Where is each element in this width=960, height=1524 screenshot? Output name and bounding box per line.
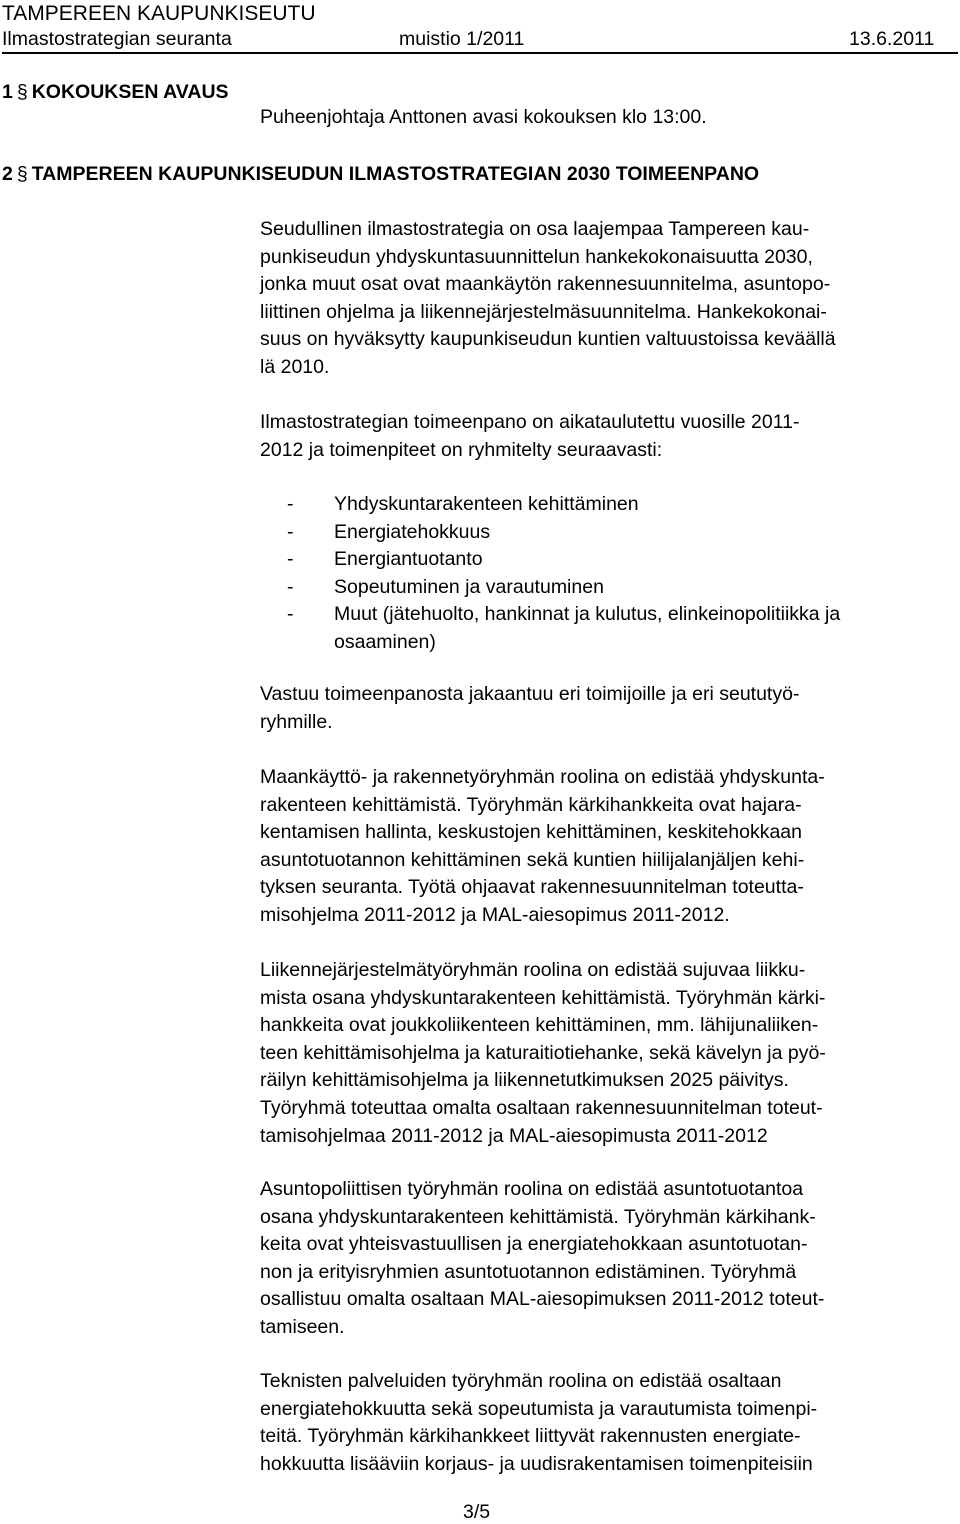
text-line: suus on hyväksytty kaupunkiseudun kuntien valtuustoissa keväällä — [260, 328, 836, 351]
text-line: hokkuutta lisääviin korjaus- ja uudisrakentamisen toimenpiteisiin — [260, 1452, 813, 1475]
text-line: 2012 ja toimenpiteet on ryhmitelty seuraavasti: — [260, 438, 663, 461]
paragraph-implementation-schedule — [260, 409, 960, 464]
list-item-text: Energiatehokkuus — [334, 520, 491, 543]
text-line: osana yhdyskuntarakenteen kehittämistä. Työryhmän kärkihank- — [260, 1205, 816, 1228]
header-divider — [2, 52, 958, 54]
measures-list — [287, 491, 841, 657]
section-number: 2 — [2, 163, 13, 185]
paragraph-responsibility — [260, 681, 960, 736]
document-date: 13.6.2011 — [849, 28, 935, 50]
section-1-heading — [2, 80, 229, 104]
text-line: Työryhmä toteuttaa omalta osaltaan rakennesuunnitelman toteut- — [260, 1096, 823, 1119]
text-line: lä 2010. — [260, 355, 330, 378]
page-number: 3/5 — [463, 1501, 491, 1523]
list-item-text: Yhdyskuntarakenteen kehittäminen — [334, 493, 639, 515]
list-item-text: Sopeutuminen ja varautuminen — [334, 575, 604, 598]
text-line: asuntotuotannon kehittäminen sekä kuntien hiilijalanjäljen kehi- — [260, 848, 805, 871]
text-line: Asuntopoliittisen työryhmän roolina on edistää asuntotuotantoa — [260, 1178, 804, 1200]
text-line: Seudullinen ilmastostrategia on osa laajempaa Tampereen kau- — [260, 218, 810, 240]
paragraph-technical-services-group — [260, 1368, 960, 1478]
text-line: Liikennejärjestelmätyöryhmän roolina on edistää sujuvaa liikku- — [260, 959, 806, 981]
section-number: 1 — [2, 81, 13, 103]
list-item-text: Energiantuotanto — [334, 548, 483, 571]
section-title: TAMPEREEN KAUPUNKISEUDUN ILMASTOSTRATEGIAN 2030 TOIMEENPANO — [31, 163, 760, 185]
text-line: tamiseen. — [260, 1315, 345, 1338]
list-item — [287, 574, 793, 602]
list-item — [287, 519, 793, 547]
text-line: non ja erityisryhmien asuntotuotannon edistäminen. Työryhmä — [260, 1260, 797, 1283]
list-item-text: osaaminen) — [334, 630, 436, 653]
text-line: osallistuu omalta osaltaan MAL-aiesopimuksen 2011-2012 toteut- — [260, 1288, 825, 1311]
text-line: ryhmille. — [260, 710, 333, 733]
section-2-heading — [2, 162, 759, 186]
document-title: Ilmastostrategian seuranta — [2, 28, 232, 50]
text-line: tyksen seuranta. Työtä ohjaavat rakennesuunnitelman toteutta- — [260, 876, 804, 899]
list-item — [287, 491, 793, 519]
text-line: hankkeita ovat joukkoliikenteen kehittäminen, mm. lähijunaliiken- — [260, 1014, 819, 1037]
text-line: Ilmastostrategian toimeenpano on aikataulutettu vuosille 2011- — [260, 411, 800, 433]
paragraph-transport-group — [260, 957, 960, 1150]
text-line: kentamisen hallinta, keskustojen kehittäminen, keskitehokkaan — [260, 821, 802, 844]
text-line: punkiseudun yhdyskuntasuunnittelun hankekokonaisuutta 2030, — [260, 245, 813, 268]
paragraph-land-use-group — [260, 764, 960, 930]
text-line: Maankäyttö- ja rakennetyöryhmän roolina on edistää yhdyskunta- — [260, 766, 825, 788]
text-line: energiatehokkuutta sekä sopeutumista ja varautumista toimenpi- — [260, 1397, 818, 1420]
text-line: mista osana yhdyskuntarakenteen kehittämistä. Työryhmän kärki- — [260, 986, 826, 1009]
text-line: teitä. Työryhmän kärkihankkeet liittyvät rakennusten energiate- — [260, 1425, 801, 1448]
text-line: räilyn kehittämisohjelma ja liikennetutkimuksen 2025 päivitys. — [260, 1069, 789, 1092]
paragraph-housing-group — [260, 1176, 960, 1342]
list-item-text: Muut (jätehuolto, hankinnat ja kulutus, elinkeinopolitiikka ja — [334, 603, 841, 626]
text-line: jonka muut osat ovat maankäytön rakennesuunnitelma, asuntopo- — [260, 273, 831, 296]
text-line: Vastuu toimeenpanosta jakaantuu eri toimijoille ja eri seututyö- — [260, 683, 800, 705]
organization-name: TAMPEREEN KAUPUNKISEUTU — [2, 2, 316, 25]
list-dash: - — [287, 493, 294, 515]
text-line: liittinen ohjelma ja liikennejärjestelmäsuunnitelma. Hankekokonai- — [260, 300, 827, 323]
section-title: KOKOUKSEN AVAUS — [31, 81, 229, 103]
text-line: Teknisten palveluiden työryhmän roolina on edistää osaltaan — [260, 1370, 782, 1392]
text-line: keita ovat yhteisvastuullisen ja energiatehokkaan asuntotuotan- — [260, 1233, 808, 1256]
section-sign: § — [16, 163, 28, 185]
memo-number: muistio 1/2011 — [399, 28, 525, 50]
list-dash: - — [287, 603, 294, 626]
paragraph-strategy-overview — [260, 216, 960, 382]
text-line: tamisohjelmaa 2011-2012 ja MAL-aiesopimusta 2011-2012 — [260, 1124, 768, 1147]
text-line: Puheenjohtaja Anttonen avasi kokouksen klo 13:00. — [260, 106, 707, 128]
text-line: misohjelma 2011-2012 ja MAL-aiesopimus 2011-2012. — [260, 903, 730, 926]
list-item — [287, 546, 793, 574]
section-1-paragraph — [260, 104, 960, 132]
header-meta-row — [2, 27, 958, 51]
list-dash: - — [287, 548, 294, 571]
text-line: teen kehittämisohjelma ja katuraitiotiehanke, sekä kävelyn ja pyö- — [260, 1041, 826, 1064]
list-dash: - — [287, 575, 294, 598]
text-line: rakenteen kehittämistä. Työryhmän kärkihankkeita ovat hajara- — [260, 793, 802, 816]
list-dash: - — [287, 520, 294, 543]
list-item — [287, 601, 841, 629]
list-item-continuation — [287, 629, 793, 657]
section-sign: § — [16, 81, 28, 103]
